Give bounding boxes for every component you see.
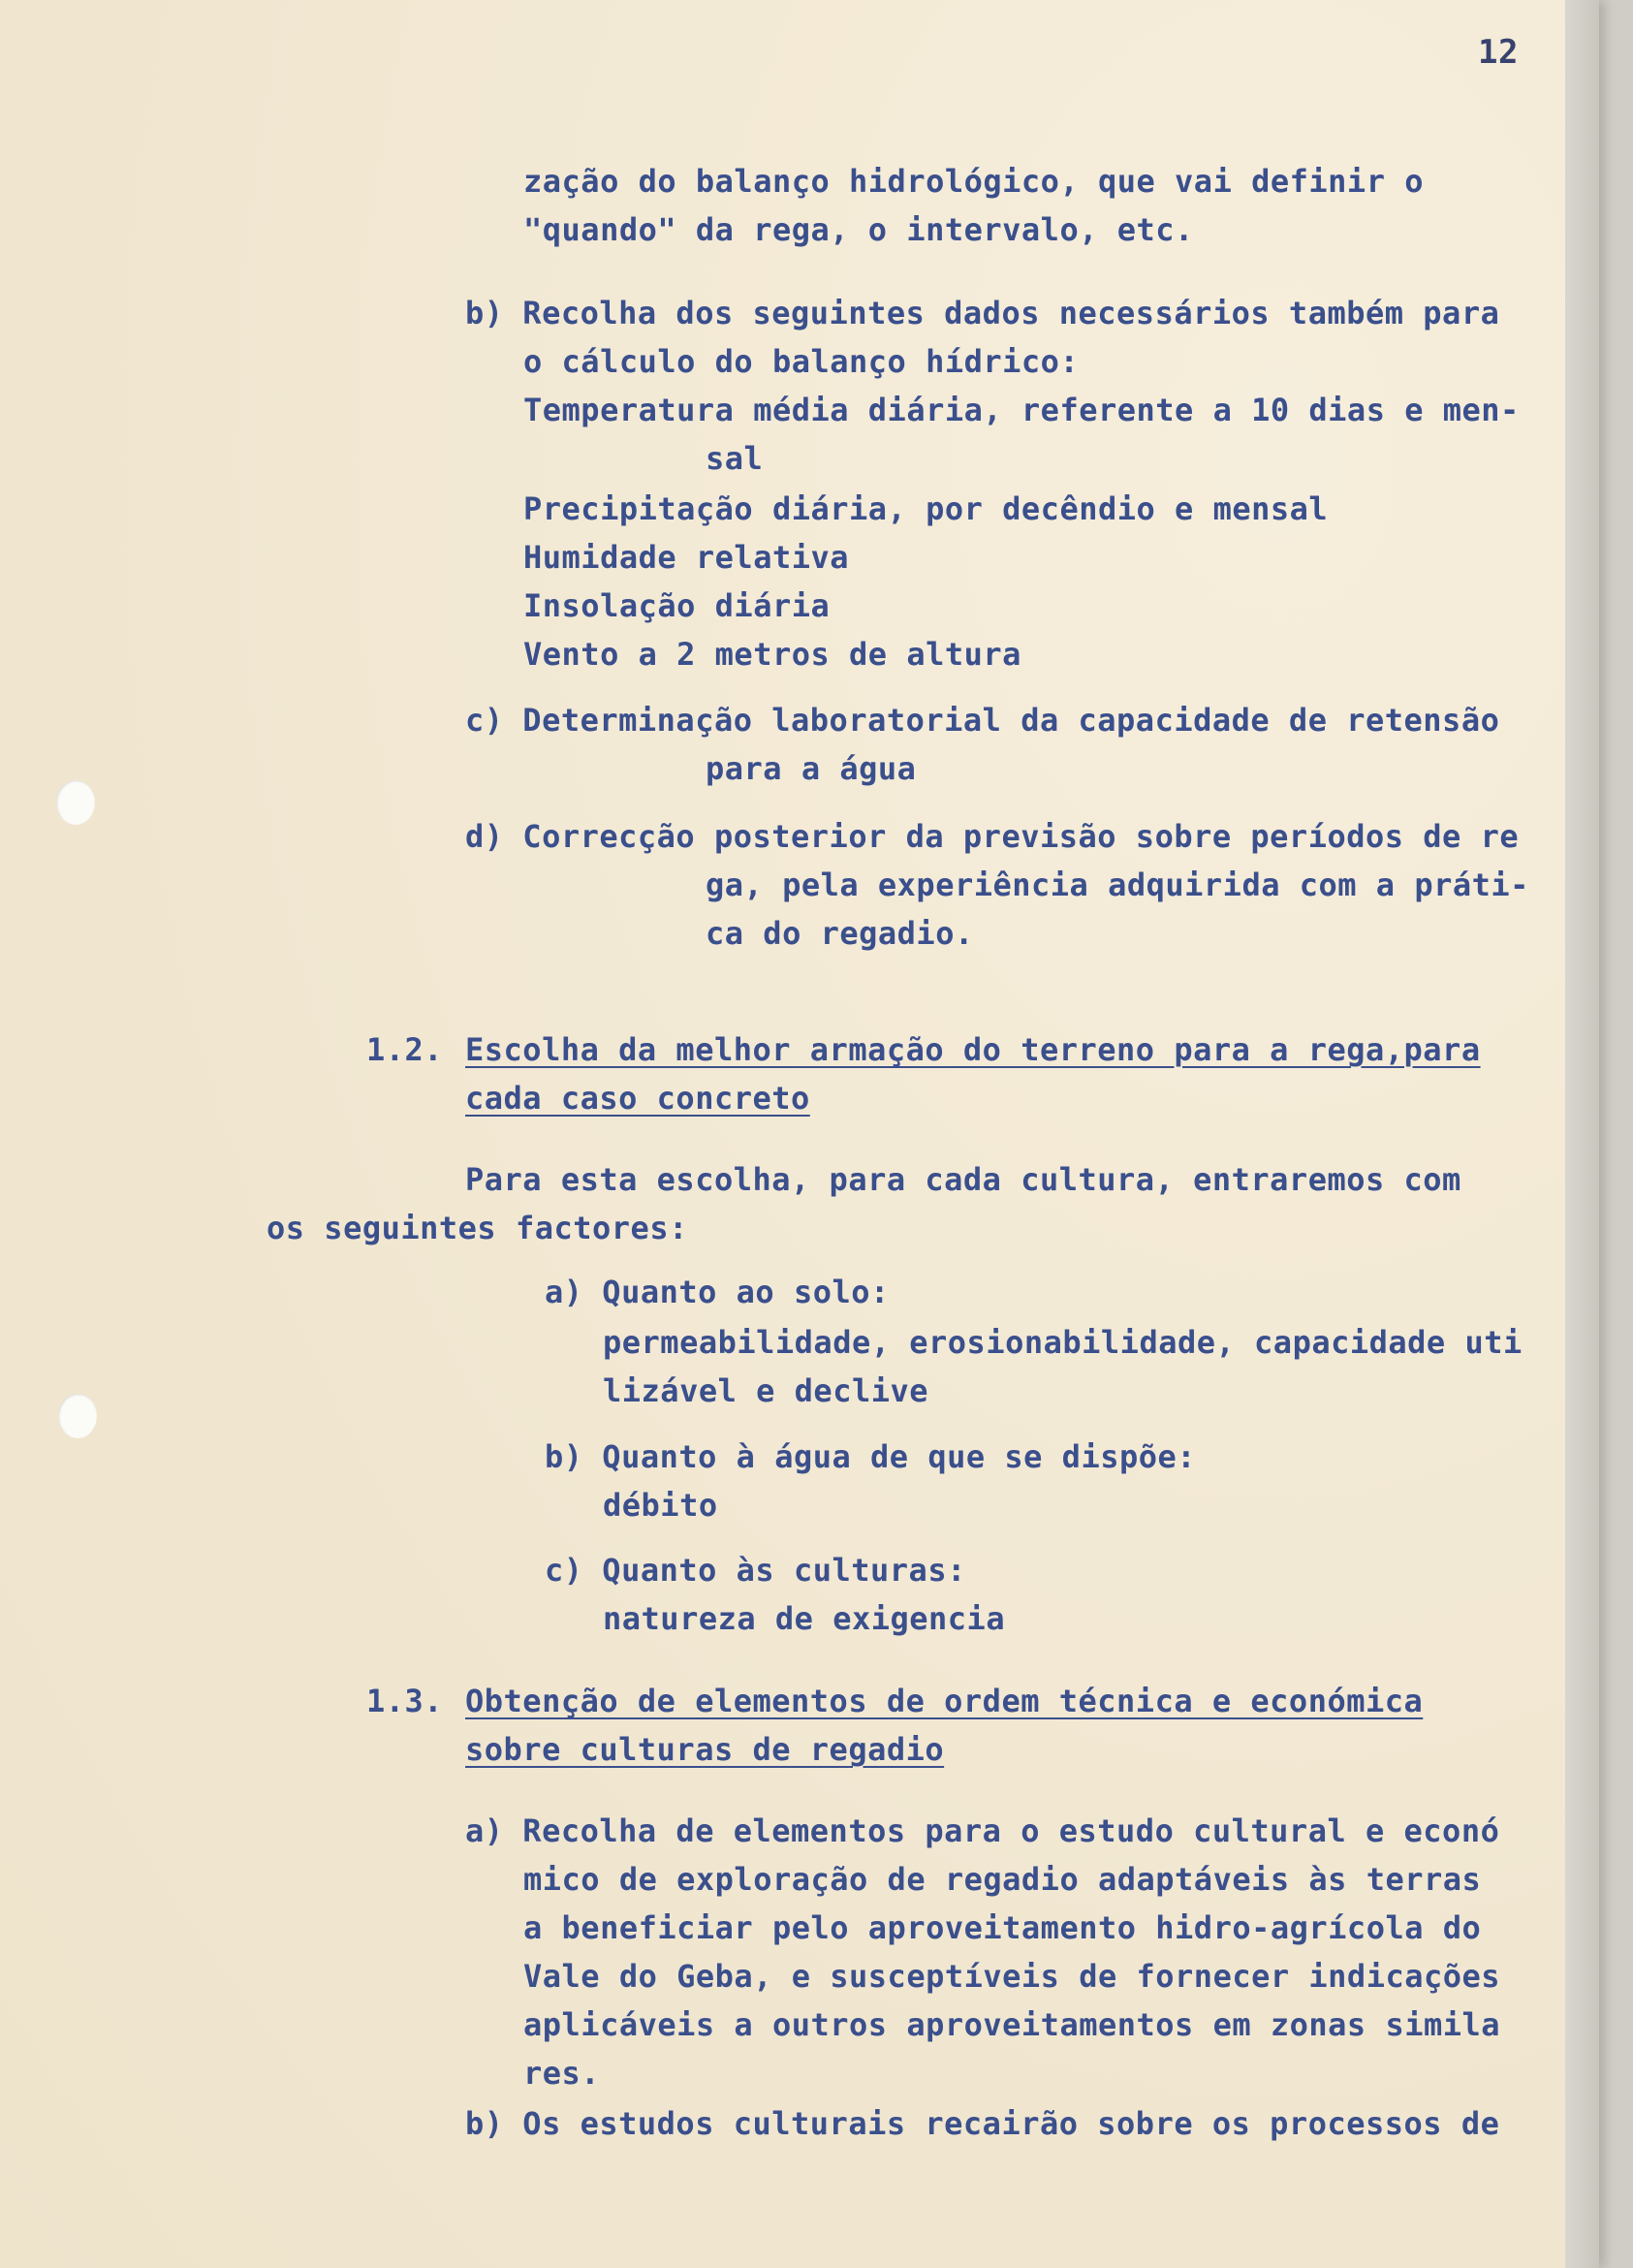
list-item-d: d) Correcção posterior da previsão sobre períodos de re bbox=[465, 818, 1520, 855]
text-line: a beneficiar pelo aproveitamento hidro-agrícola do bbox=[523, 1909, 1482, 1946]
text-line: aplicáveis a outros aproveitamentos em zonas simila bbox=[523, 2006, 1501, 2043]
paragraph-line: Para esta escolha, para cada cultura, entraremos com bbox=[465, 1161, 1461, 1198]
section-heading: Escolha da melhor armação do terreno para a rega,para bbox=[465, 1031, 1481, 1068]
section-heading: Obtenção de elementos de ordem técnica e económica bbox=[465, 1683, 1424, 1719]
text-line: natureza de exigencia bbox=[603, 1600, 1006, 1637]
text-line: Vale do Geba, e susceptíveis de fornecer indicações bbox=[523, 1958, 1501, 1995]
text-line: zação do balanço hidrológico, que vai definir o bbox=[523, 163, 1424, 200]
list-item-c: c) Quanto às culturas: bbox=[545, 1552, 966, 1589]
text-line: res. bbox=[523, 2055, 601, 2092]
text-line: ca do regadio. bbox=[706, 915, 974, 952]
section-heading: sobre culturas de regadio bbox=[465, 1731, 945, 1768]
list-item-b: b) Os estudos culturais recairão sobre os processos de bbox=[465, 2105, 1500, 2142]
section-number: 1.2. bbox=[366, 1031, 444, 1068]
page-edge bbox=[1565, 0, 1599, 2268]
text-line: "quando" da rega, o intervalo, etc. bbox=[523, 211, 1194, 248]
list-item-b: b) Recolha dos seguintes dados necessários também para bbox=[465, 295, 1500, 331]
list-item-a: a) Recolha de elementos para o estudo cultural e econó bbox=[465, 1812, 1500, 1849]
text-line: o cálculo do balanço hídrico: bbox=[523, 343, 1080, 380]
section-heading: cada caso concreto bbox=[465, 1080, 810, 1117]
text-line: débito bbox=[603, 1487, 718, 1524]
text-line: para a água bbox=[706, 750, 917, 787]
page-number: 12 bbox=[1478, 33, 1519, 72]
text-line: Insolação diária bbox=[523, 587, 831, 624]
text-line: ga, pela experiência adquirida com a práti- bbox=[706, 866, 1529, 903]
text-line: Humidade relativa bbox=[523, 539, 850, 576]
text-line: sal bbox=[706, 440, 764, 477]
text-line: Vento a 2 metros de altura bbox=[523, 636, 1021, 673]
text-line: mico de exploração de regadio adaptáveis às terras bbox=[523, 1861, 1482, 1898]
punch-hole-lower bbox=[58, 1394, 97, 1438]
text-line: Temperatura média diária, referente a 10 dias e men- bbox=[523, 392, 1520, 428]
paragraph-line: os seguintes factores: bbox=[267, 1210, 688, 1246]
text-line: Precipitação diária, por decêndio e mensal bbox=[523, 490, 1329, 527]
punch-hole-upper bbox=[56, 780, 95, 825]
list-item-a: a) Quanto ao solo: bbox=[545, 1274, 890, 1310]
list-item-b: b) Quanto à água de que se dispõe: bbox=[545, 1438, 1197, 1475]
text-line: lizável e declive bbox=[603, 1372, 929, 1409]
text-line: permeabilidade, erosionabilidade, capacidade uti bbox=[603, 1324, 1523, 1361]
section-number: 1.3. bbox=[366, 1683, 444, 1719]
list-item-c: c) Determinação laboratorial da capacidade de retensão bbox=[465, 702, 1500, 739]
